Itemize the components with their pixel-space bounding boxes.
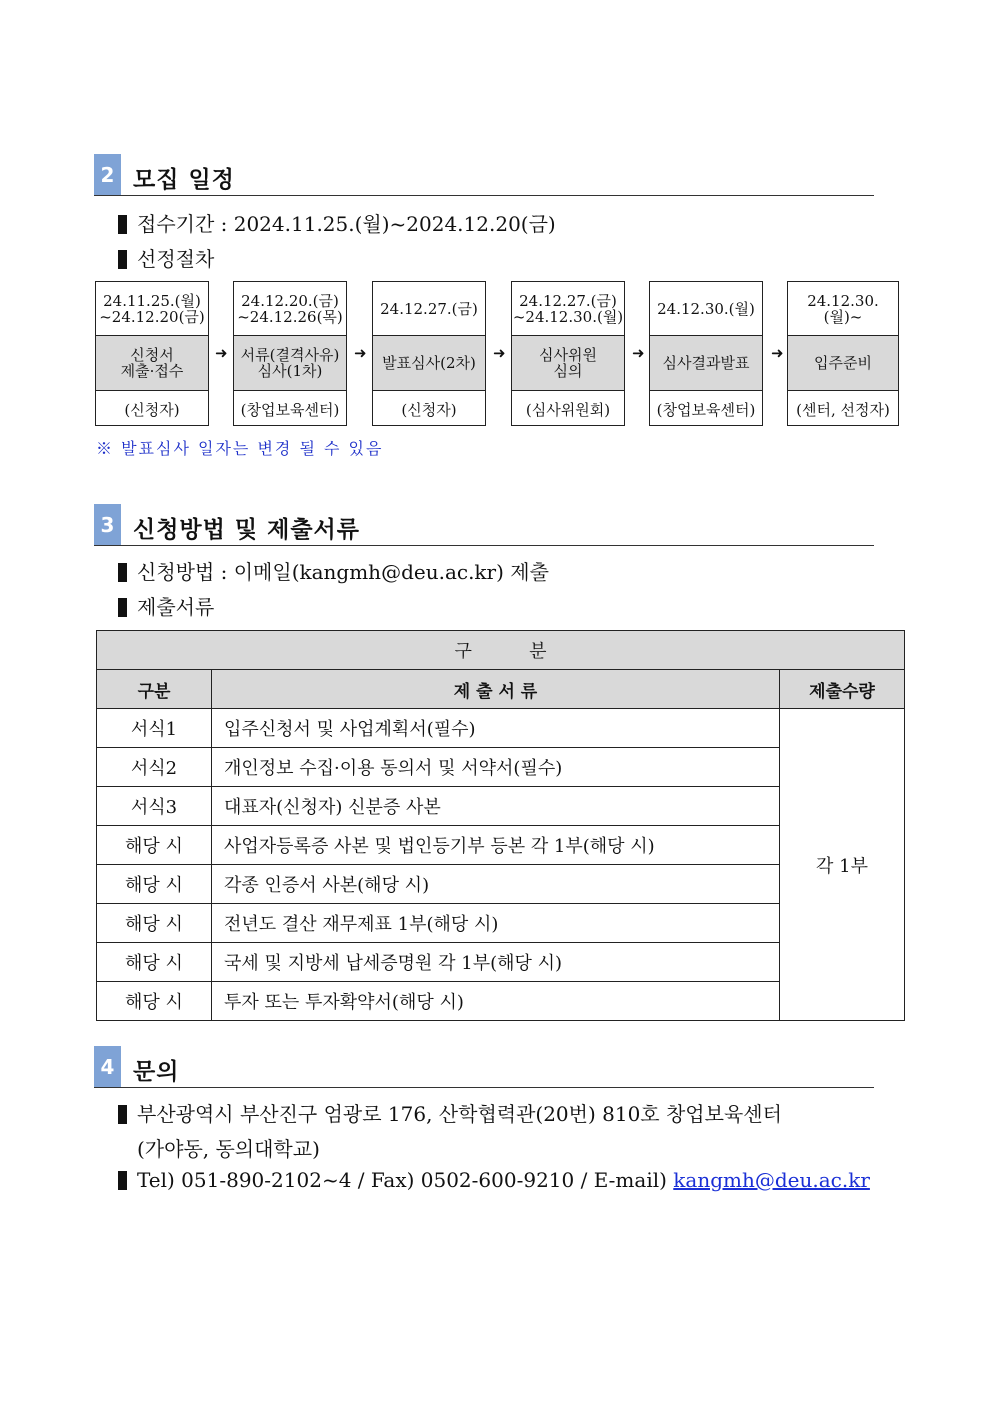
address-line: 부산광역시 부산진구 엄광로 176, 산학협력관(20번) 810호 창업보육센터 xyxy=(118,1098,782,1127)
arrow-right-icon: ➜ xyxy=(354,344,367,362)
email-link[interactable]: kangmh@deu.ac.kr xyxy=(673,1168,870,1192)
table-top-header: 구 분 xyxy=(97,631,905,670)
process-step xyxy=(372,281,486,426)
step-date: 24.12.20.(금) xyxy=(241,291,339,310)
step-actor: (센터, 선정자) xyxy=(796,400,890,419)
section-heading-contact xyxy=(94,1046,874,1088)
arrow-right-icon: ➜ xyxy=(215,344,228,362)
step-action: 발표심사(2차) xyxy=(382,354,476,372)
section-number: 3 xyxy=(94,504,121,545)
row-document: 개인정보 수집·이용 동의서 및 서약서(필수) xyxy=(212,748,780,787)
step-action-line2: 제출·접수 xyxy=(120,362,184,380)
column-header-type: 구분 xyxy=(97,670,212,709)
row-type: 해당 시 xyxy=(97,904,212,943)
step-actor: (신청자) xyxy=(401,400,457,419)
documents-label-line: 제출서류 xyxy=(118,591,214,620)
step-action: 신청서 xyxy=(130,346,174,364)
column-header-documents: 제 출 서 류 xyxy=(212,670,780,709)
process-step xyxy=(511,281,625,426)
step-action: 심사위원 xyxy=(539,346,597,364)
contact-info-line: Tel) 051-890-2102~4 / Fax) 0502-600-9210 / E-mail) kangmh@deu.ac.kr xyxy=(118,1168,870,1192)
section-number: 2 xyxy=(94,154,121,195)
section-title: 모집 일정 xyxy=(133,167,235,193)
row-type: 서식3 xyxy=(97,787,212,826)
arrow-right-icon: ➜ xyxy=(771,344,784,362)
step-actor: (창업보육센터) xyxy=(240,400,340,419)
step-date: 24.12.27.(금) xyxy=(519,291,617,310)
step-action: 심사결과발표 xyxy=(662,354,750,372)
row-document: 전년도 결산 재무제표 1부(해당 시) xyxy=(212,904,780,943)
row-document: 대표자(신청자) 신분증 사본 xyxy=(212,787,780,826)
application-method-line: 신청방법 : 이메일(kangmh@deu.ac.kr) 제출 xyxy=(118,556,549,585)
row-type: 서식2 xyxy=(97,748,212,787)
row-type: 해당 시 xyxy=(97,982,212,1021)
step-action-line2: 심의 xyxy=(553,362,583,380)
documents-table xyxy=(96,630,905,1021)
step-date: 24.12.30.(월) xyxy=(657,299,755,318)
row-document: 입주신청서 및 사업계획서(필수) xyxy=(212,709,780,748)
quantity-cell: 각 1부 xyxy=(780,709,905,1021)
process-step xyxy=(95,281,209,426)
step-date-end: ~24.12.30.(월) xyxy=(512,307,624,326)
row-document: 사업자등록증 사본 및 법인등기부 등본 각 1부(해당 시) xyxy=(212,826,780,865)
bullet-square-icon xyxy=(118,598,127,617)
step-action: 입주준비 xyxy=(814,354,872,372)
process-step xyxy=(649,281,763,426)
bullet-square-icon xyxy=(118,215,127,234)
section-heading-application xyxy=(94,504,874,546)
schedule-change-note: ※ 발표심사 일자는 변경 될 수 있음 xyxy=(96,439,384,458)
step-date: 24.12.30.(월)~ xyxy=(807,291,879,326)
section-heading-schedule xyxy=(94,154,874,196)
row-document: 국세 및 지방세 납세증명원 각 1부(해당 시) xyxy=(212,943,780,982)
section-title: 문의 xyxy=(133,1059,180,1085)
section-title: 신청방법 및 제출서류 xyxy=(133,517,360,543)
row-document: 각종 인증서 사본(해당 시) xyxy=(212,865,780,904)
step-action: 서류(결격사유) xyxy=(240,346,340,364)
step-actor: (신청자) xyxy=(124,400,180,419)
reception-period-line: 접수기간 : 2024.11.25.(월)~2024.12.20(금) xyxy=(118,208,556,237)
step-date: 24.12.27.(금) xyxy=(380,299,478,318)
row-type: 해당 시 xyxy=(97,865,212,904)
step-action-line2: 심사(1차) xyxy=(257,362,323,380)
step-actor: (심사위원회) xyxy=(525,400,611,419)
row-document: 투자 또는 투자확약서(해당 시) xyxy=(212,982,780,1021)
procedure-label-line: 선정절차 xyxy=(118,243,214,272)
row-type: 해당 시 xyxy=(97,826,212,865)
step-date-end: ~24.12.20(금) xyxy=(99,307,205,326)
bullet-square-icon xyxy=(118,250,127,269)
table-row xyxy=(97,709,905,748)
step-date: 24.11.25.(월) xyxy=(103,291,201,310)
column-header-quantity: 제출수량 xyxy=(780,670,905,709)
bullet-square-icon xyxy=(118,563,127,582)
arrow-right-icon: ➜ xyxy=(493,344,506,362)
section-number: 4 xyxy=(94,1046,121,1087)
bullet-square-icon xyxy=(118,1171,127,1190)
row-type: 해당 시 xyxy=(97,943,212,982)
address-line-2: (가야동, 동의대학교) xyxy=(137,1137,320,1161)
arrow-right-icon: ➜ xyxy=(632,344,645,362)
step-date-end: ~24.12.26(목) xyxy=(237,307,343,326)
row-type: 서식1 xyxy=(97,709,212,748)
process-step xyxy=(233,281,347,426)
step-actor: (창업보육센터) xyxy=(656,400,756,419)
process-step xyxy=(787,281,899,426)
bullet-square-icon xyxy=(118,1105,127,1124)
